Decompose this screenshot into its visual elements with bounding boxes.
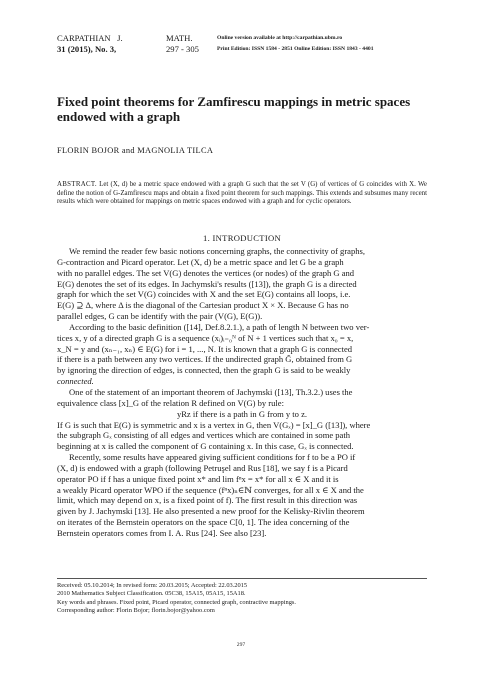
page-range: 297 - 305 — [166, 44, 199, 54]
body-line: with no parallel edges. The set V(G) denotes the vertices (or nodes) of the graph G and — [57, 267, 355, 278]
footnote-msc: 2010 Mathematics Subject Classification. 05C38, 15A15, 05A15, 15A18. — [57, 590, 246, 598]
abstract-text: Let (X, d) be a metric space endowed with a graph G such that the set V (G) of vertices of G coincides with X. We define the notion of G-Zamfirescu maps and obtain a fixed point theorem for such mappings. This extends and subsumes many recent results which were obtained for mappings on metric spaces endowed with a graph and for cyclic operators. — [57, 181, 427, 206]
body-line: the subgraph Gₓ consisting of all edges and vertices which are contained in some path — [57, 430, 350, 441]
body-line: by ignoring the direction of edges, is connected, then the graph G is said to be weakly — [57, 365, 351, 376]
body-text — [57, 246, 427, 539]
body-line: given by J. Jachymski [13]. He also presented a new proof for the Kelisky-Rivlin theorem — [57, 506, 365, 517]
paper-authors: FLORIN BOJOR and MAGNOLIA TILCA — [57, 146, 214, 155]
body-line: We remind the reader few basic notions concerning graphs, the connectivity of graphs, — [69, 246, 365, 256]
paper-title: Fixed point theorems for Zamfirescu mappings in metric spaces endowed with a graph — [57, 94, 411, 124]
volume-info: 31 (2015), No. 3, — [57, 44, 117, 54]
online-version-line: Online version available at http://carpathian.ubm.ro — [217, 35, 343, 41]
body-line: One of the statement of an important theorem of Jachymski ([13], Th.3.2.) uses the — [69, 386, 353, 397]
footnote-corresponding-author: Corresponding author: Florin Bojor; florin.bojor@yahoo.com — [57, 607, 215, 615]
body-line: on iterates of the Bernstein operators on the space C[0, 1]. The idea concerning of the — [57, 517, 350, 528]
footnote-keywords: Key words and phrases. Fixed point, Picard operator, connected graph, contractive mappings. — [57, 598, 296, 606]
body-line: tices x, y of a directed graph G is a sequence (xᵢ)ᵢ₌₀ᴺ of N + 1 vertices such that x₀ = x, — [57, 332, 354, 343]
section-heading: 1. INTRODUCTION — [202, 233, 282, 243]
body-line: limit, which may depend on x, is a fixed point of f). The first result in this direction was — [57, 495, 358, 506]
body-line: graph for which the set V(G) coincides with X and the set E(G) contains all loops, i.e. — [57, 289, 351, 300]
journal-abbr: MATH. — [166, 33, 193, 43]
body-line: According to the basic definition ([14], Def.8.2.1.), a path of length N between two ver- — [69, 321, 370, 332]
journal-header — [57, 33, 437, 55]
body-line: E(G) denotes the set of its edges. In Jachymski's results ([13]), the graph G is a directed — [57, 278, 357, 289]
footnote-received: Received: 05.10.2014; In revised form: 20.03.2015; Accepted: 22.03.2015 — [57, 582, 248, 589]
journal-name: CARPATHIAN J. — [57, 33, 123, 43]
page-number: 297 — [236, 642, 246, 648]
body-line: E(G) ⊇ Δ, where Δ is the diagonal of the Cartesian product X × X. Because G has no — [57, 300, 349, 311]
body-line: G-contraction and Picard operator. Let (X, d) be a metric space and let G be a graph — [57, 256, 344, 267]
body-line: Recently, some results have appeared giving sufficient conditions for f to be a PO if — [69, 452, 356, 463]
body-line: equivalence class [x]_G of the relation R defined on V(G) by rule: — [57, 397, 284, 408]
body-line: (X, d) is endowed with a graph (following Petruşel and Rus [18], we say f is a Picard — [57, 462, 348, 473]
body-line: beginning at x is called the component of G containing x. In this case, Gₓ is connected. — [57, 441, 354, 452]
abstract-label: ABSTRACT. — [57, 181, 97, 188]
issn-line: Print Edition: ISSN 1584 - 2851 Online Edition: ISSN 1843 - 4401 — [217, 46, 374, 52]
body-line: Bernstein operators comes from I. A. Rus [24]. See also [23]. — [57, 527, 267, 538]
body-line: If G is such that E(G) is symmetric and x is a vertex in G, then V(Gₓ) = [x]_G ([13]), where — [57, 419, 371, 430]
body-line: parallel edges, G can be identify with the pair (V(G), E(G)). — [57, 311, 263, 322]
body-line: a weakly Picard operator WPO if the sequence (fⁿx)ₙ∈ℕ converges, for all x ∈ X and the — [57, 484, 364, 495]
footnotes — [57, 582, 427, 616]
body-line: connected. — [57, 376, 94, 387]
abstract — [57, 181, 427, 207]
body-line: x_N = y and (xₙ₋₁, xₙ) ∈ E(G) for i = 1, ..., N. It is known that a graph G is connected — [57, 343, 353, 354]
body-line: yRz if there is a path in G from y to z. — [176, 408, 308, 419]
body-line: if there is a path between any two vertices. If the undirected graph G̃, obtained from G — [57, 354, 353, 365]
footnote-divider — [57, 578, 427, 579]
body-line: operator PO if f has a unique fixed point x* and lim fⁿx = x* for all x ∈ X and it is — [57, 473, 339, 484]
